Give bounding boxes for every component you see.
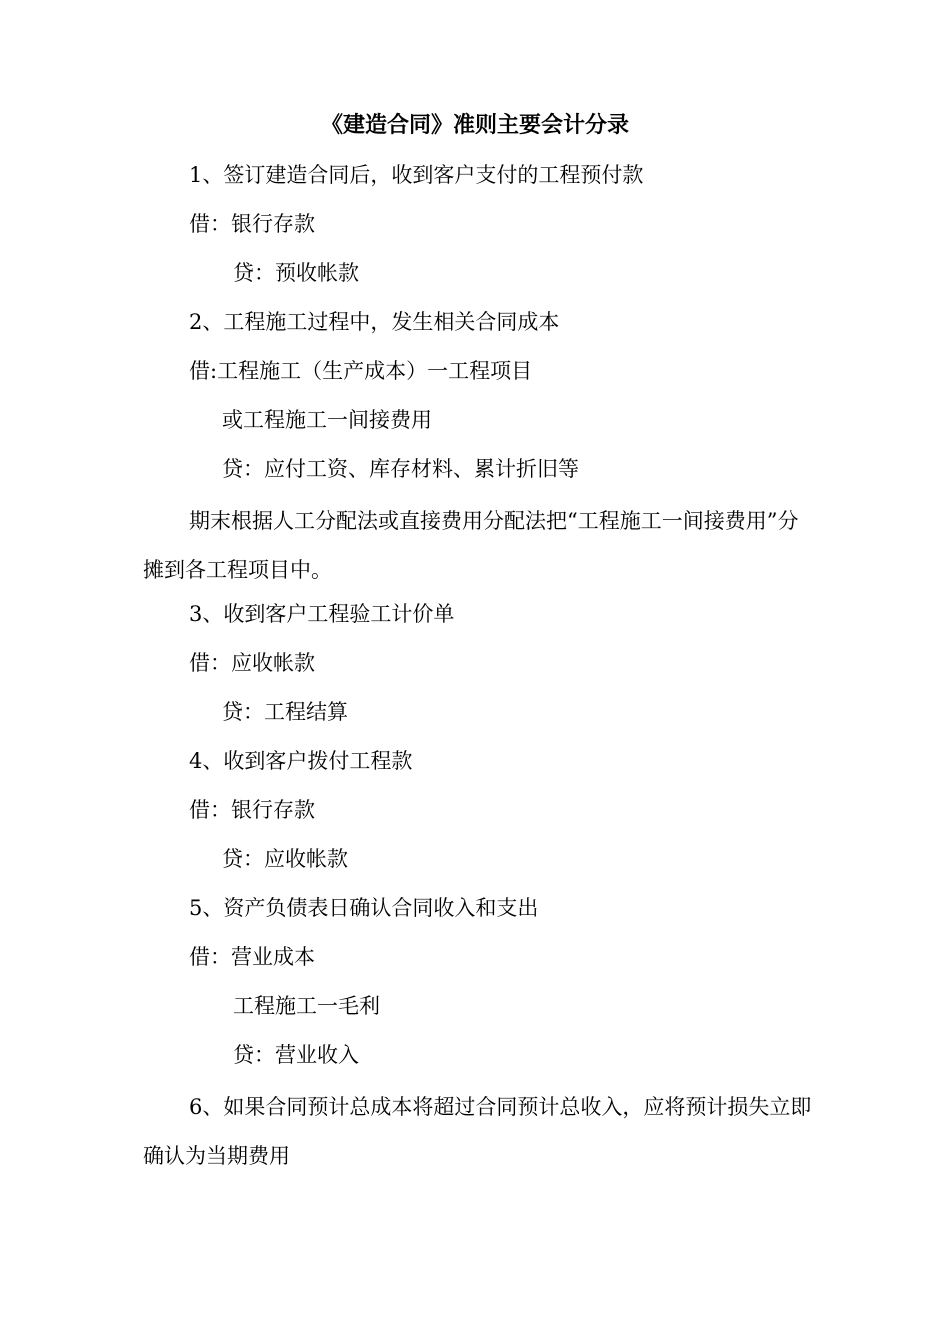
period-end-paragraph: 期末根据人工分配法或直接费用分配法把“工程施工一间接费用”分摊到各工程项目中。 — [143, 509, 799, 582]
step-5-heading: 5、资产负债表日确认合同收入和支出 — [189, 896, 539, 920]
step-2-heading: 2、工程施工过程中，发生相关合同成本 — [189, 310, 560, 334]
step-4-heading: 4、收到客户拨付工程款 — [189, 749, 413, 773]
step-2-debit-alt: 或工程施工一间接费用 — [222, 408, 432, 432]
step-2-debit: 借:工程施工（生产成本）一工程项目 — [189, 359, 533, 383]
step-3-debit: 借：应收帐款 — [189, 651, 315, 675]
step-2-credit: 贷：应付工资、库存材料、累计折旧等 — [222, 457, 579, 481]
step-1-credit: 贷：预收帐款 — [233, 261, 359, 285]
step-4-debit: 借：银行存款 — [189, 798, 315, 822]
step-5-debit: 借：营业成本 — [189, 945, 315, 969]
step-6-paragraph: 6、如果合同预计总成本将超过合同预计总收入，应将预计损失立即确认为当期费用 — [143, 1095, 812, 1168]
step-4-credit: 贷：应收帐款 — [222, 847, 348, 871]
step-5-credit: 贷：营业收入 — [233, 1043, 359, 1067]
document-title: 《建造合同》准则主要会计分录 — [320, 113, 629, 138]
step-3-heading: 3、收到客户工程验工计价单 — [189, 602, 455, 626]
step-5-debit-margin: 工程施工一毛利 — [233, 994, 380, 1018]
step-1-debit: 借：银行存款 — [189, 212, 315, 236]
step-3-credit: 贷：工程结算 — [222, 700, 348, 724]
step-1-heading: 1、签订建造合同后，收到客户支付的工程预付款 — [189, 163, 644, 187]
